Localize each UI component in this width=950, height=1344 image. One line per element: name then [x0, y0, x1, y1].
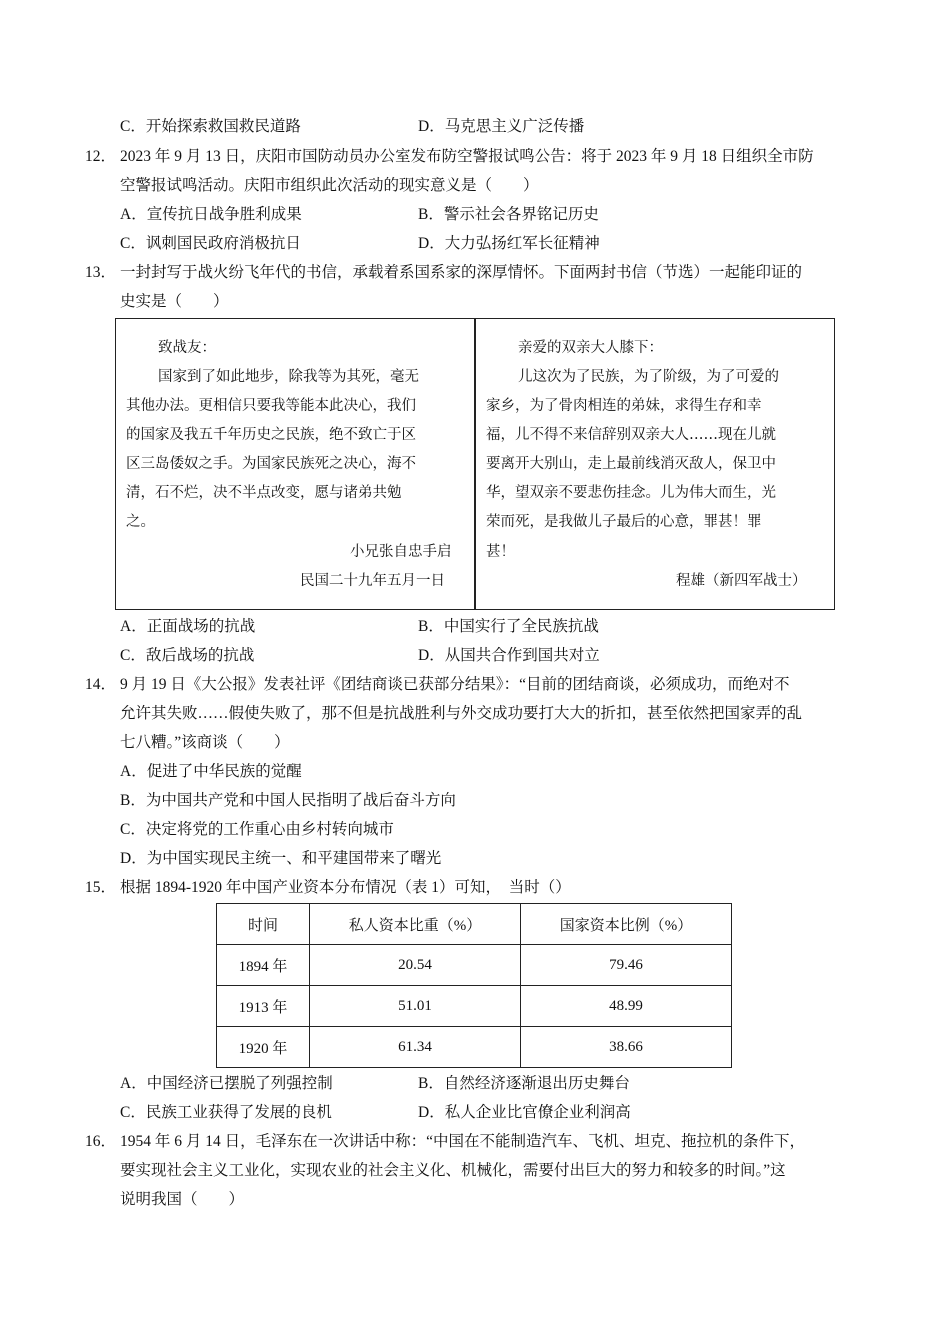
q13-option-d: D．从国共合作到国共对立	[418, 647, 600, 664]
q14-option-c: C．决定将党的工作重心由乡村转向城市	[120, 821, 394, 838]
right-letter-line-7: 甚！	[486, 544, 515, 560]
table-header: 国家资本比例（%）	[521, 904, 732, 945]
left-letter-line-2: 其他办法。更相信只要我等能本此决心，我们	[126, 398, 416, 414]
table-cell: 61.34	[310, 1027, 521, 1068]
right-letter-greeting: 亲爱的双亲大人膝下：	[518, 340, 663, 356]
right-letter-signature: 程雄（新四军战士）	[676, 573, 807, 589]
left-letter-line-3: 的国家及我五千年历史之民族，绝不致亡于区	[126, 427, 416, 443]
left-letter-line-1: 国家到了如此地步，除我等为其死，毫无	[158, 369, 419, 385]
left-letter-line-6: 之。	[126, 514, 155, 530]
table-cell: 1920 年	[217, 1027, 310, 1068]
table-cell: 1913 年	[217, 986, 310, 1027]
q16-stem-line-1	[85, 1131, 805, 1153]
q15-option-a: A．中国经济已摆脱了列强控制	[120, 1075, 333, 1092]
q12-option-a: A．宣传抗日战争胜利成果	[120, 206, 302, 223]
q14-text-1: 9 月 19 日《大公报》发表社评《团结商谈已获部分结果》：“目前的团结商谈，必须成功，而绝对不	[120, 676, 790, 693]
q12-stem-line-2: 空警报试鸣活动。庆阳市组织此次活动的现实意义是（ ）	[120, 177, 539, 194]
q12-option-b: B．警示社会各界铭记历史	[418, 206, 599, 223]
right-letter-line-3: 福，儿不得不来信辞别双亲大人……现在儿就	[486, 427, 776, 443]
q15-number: 15．	[85, 879, 117, 896]
left-letter-line-5: 清，石不烂，决不半点改变，愿与诸弟共勉	[126, 485, 402, 501]
q14-stem-line-3: 七八糟。”该商谈（ ）	[120, 734, 290, 751]
table-row	[217, 986, 732, 1027]
table-cell: 79.46	[521, 945, 732, 986]
q14-stem-line-1	[85, 674, 790, 696]
left-letter-signature: 小兄张自忠手启	[350, 544, 452, 560]
right-letter-line-6: 荣而死，是我做儿子最后的心意，罪甚！罪	[486, 514, 762, 530]
table-cell: 20.54	[310, 945, 521, 986]
q14-option-a: A．促进了中华民族的觉醒	[120, 763, 302, 780]
q14-number: 14．	[85, 676, 117, 693]
q11-option-d: D．马克思主义广泛传播	[418, 118, 585, 135]
q14-option-d: D．为中国实现民主统一、和平建国带来了曙光	[120, 850, 442, 867]
q13-text-1: 一封封写于战火纷飞年代的书信，承载着系国系家的深厚情怀。下面两封书信（节选）一起能印证的	[120, 264, 803, 281]
q15-option-b: B．自然经济逐渐退出历史舞台	[418, 1075, 630, 1092]
right-letter-line-2: 家乡，为了骨肉相连的弟妹，求得生存和幸	[486, 398, 762, 414]
right-letter-line-5: 华，望双亲不要悲伤挂念。儿为伟大而生，光	[486, 485, 776, 501]
left-letter-date: 民国二十九年五月一日	[300, 573, 445, 589]
q13-number: 13．	[85, 264, 117, 281]
q15-text-1: 根据 1894-1920 年中国产业资本分布情况（表 1）可知， 当时（）	[120, 879, 571, 896]
right-letter-line-4: 要离开大别山，走上最前线消灭敌人，保卫中	[486, 456, 776, 472]
q12-text-1: 2023 年 9 月 13 日，庆阳市国防动员办公室发布防空警报试鸣公告：将于 2023 年 9 月 18 日组织全市防	[120, 148, 814, 165]
q13-option-b: B．中国实行了全民族抗战	[418, 618, 599, 635]
letters-divider	[474, 318, 476, 610]
q13-option-a: A．正面战场的抗战	[120, 618, 256, 635]
table-row	[217, 945, 732, 986]
q16-number: 16．	[85, 1133, 117, 1150]
q16-stem-line-2: 要实现社会主义工业化，实现农业的社会主义化、机械化，需要付出巨大的努力和较多的时间。”这	[120, 1162, 786, 1179]
table-row	[217, 1027, 732, 1068]
q13-stem-line-1	[85, 262, 802, 284]
q13-option-c: C．敌后战场的抗战	[120, 647, 255, 664]
table-header-row	[217, 904, 732, 945]
q15-option-c: C．民族工业获得了发展的良机	[120, 1104, 332, 1121]
table-cell: 38.66	[521, 1027, 732, 1068]
left-letter-greeting: 致战友：	[158, 340, 216, 356]
q13-stem-line-2: 史实是（ ）	[120, 293, 229, 310]
table-cell: 51.01	[310, 986, 521, 1027]
q16-stem-line-3: 说明我国（ ）	[120, 1191, 245, 1208]
right-letter-line-1: 儿这次为了民族，为了阶级，为了可爱的	[518, 369, 779, 385]
table-cell: 1894 年	[217, 945, 310, 986]
q15-stem-line-1	[85, 877, 571, 899]
q12-option-d: D．大力弘扬红军长征精神	[418, 235, 600, 252]
left-letter-line-4: 区三岛倭奴之手。为国家民族死之决心，海不	[126, 456, 416, 472]
q12-option-c: C．讽刺国民政府消极抗日	[120, 235, 301, 252]
table-header: 时间	[217, 904, 310, 945]
q14-stem-line-2: 允许其失败……假使失败了，那不但是抗战胜利与外交成功要打大大的折扣，甚至依然把国家弄的乱	[120, 705, 803, 722]
capital-table	[216, 903, 732, 1068]
table-header: 私人资本比重（%）	[310, 904, 521, 945]
q12-number: 12．	[85, 148, 117, 165]
q12-stem-line-1	[85, 146, 814, 168]
table-cell: 48.99	[521, 986, 732, 1027]
q14-option-b: B．为中国共产党和中国人民指明了战后奋斗方向	[120, 792, 456, 809]
q15-option-d: D．私人企业比官僚企业利润高	[418, 1104, 631, 1121]
q16-text-1: 1954 年 6 月 14 日，毛泽东在一次讲话中称：“中国在不能制造汽车、飞机、坦克、拖拉机的条件下，	[120, 1133, 806, 1150]
q11-option-c: C．开始探索救国救民道路	[120, 118, 301, 135]
